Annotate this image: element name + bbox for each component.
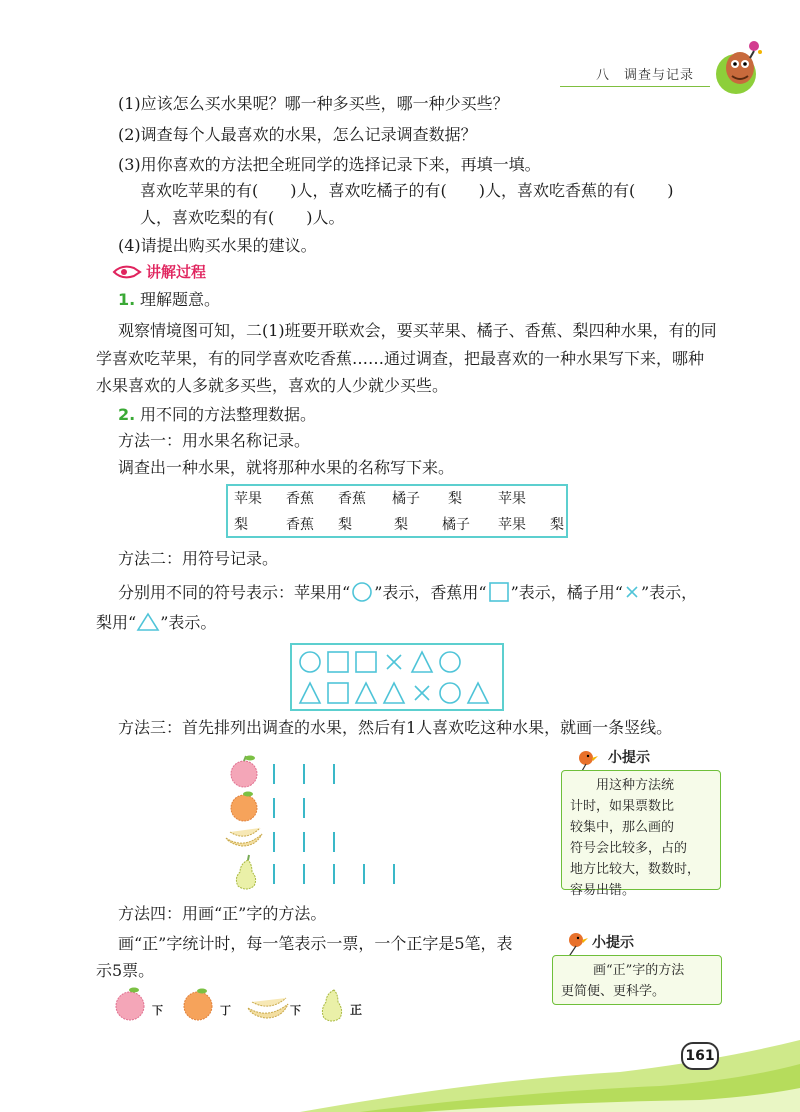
table-cell: 梨 <box>234 517 248 533</box>
orange-icon <box>231 792 257 822</box>
tip-line: 计时，如果票数比 <box>570 799 675 814</box>
mascot-icon <box>712 36 772 98</box>
step-1-para-1: 观察情境图可知，二(1)班要开联欢会，要买苹果、橘子、香蕉、梨四种水果，有的同 <box>118 321 717 340</box>
question-2: (2)调查每个人最喜欢的水果，怎么记录调查数据？ <box>118 125 477 144</box>
method-2-desc-text: 梨用“ <box>96 613 137 632</box>
circle-symbol-icon <box>440 652 460 672</box>
triangle-symbol-icon <box>300 683 320 703</box>
pointer-icon <box>112 264 142 280</box>
tally-char: 下 <box>290 1004 301 1017</box>
table-cell: 苹果 <box>498 517 526 533</box>
tip-line: 较集中，那么画的 <box>570 820 675 835</box>
method-4-desc-1: 画“正”字统计时，每一笔表示一票，一个正字是5笔，表 <box>118 934 513 953</box>
step-1-title: 理解题意。 <box>140 290 221 309</box>
step-1-para-3: 水果喜欢的人多就多买些，喜欢的人少就少买些。 <box>96 376 449 395</box>
tip-box-2 <box>552 955 722 1005</box>
step-1-para-2: 学喜欢吃苹果，有的同学喜欢吃香蕉……通过调查，把最喜欢的一种水果写下来，哪种 <box>96 349 705 368</box>
triangle-symbol-icon <box>384 683 404 703</box>
table-cell: 梨 <box>448 491 462 507</box>
tip-box-1 <box>561 770 721 898</box>
tip-line: 符号会比较多，占的 <box>570 841 688 856</box>
tip-line: 容易出错。 <box>570 883 636 898</box>
method-2-title: 方法二：用符号记录。 <box>118 549 279 568</box>
triangle-symbol-icon <box>356 683 376 703</box>
tip-title-1: 小提示 <box>608 750 650 766</box>
step-2-title: 用不同的方法整理数据。 <box>140 405 317 424</box>
table-cell: 梨 <box>550 517 564 533</box>
square-symbol-icon <box>328 683 348 703</box>
tip-line: 用这种方法统 <box>596 778 675 793</box>
method-2-desc-text: 分别用不同的符号表示：苹果用“ <box>118 583 351 602</box>
method-1-title: 方法一：用水果名称记录。 <box>118 431 311 450</box>
apple-icon <box>231 756 257 788</box>
symbol-grid <box>292 645 502 709</box>
circle-symbol-icon <box>350 582 374 602</box>
square-symbol-icon <box>328 652 348 672</box>
method-2-desc-line-2 <box>96 612 216 634</box>
cross-symbol-icon <box>415 686 429 700</box>
pear-icon <box>322 990 341 1021</box>
tally-line-chart <box>222 752 422 892</box>
question-3-fill-1: 喜欢吃苹果的有( )人，喜欢吃橘子的有( )人，喜欢吃香蕉的有( ) <box>140 181 674 200</box>
cross-symbol-icon <box>387 655 401 669</box>
method-2-desc-text: ”表示， <box>640 583 698 602</box>
method-2-desc-text: ”表示，橘子用“ <box>510 583 623 602</box>
circle-symbol-icon <box>300 652 320 672</box>
triangle-symbol-icon <box>468 683 488 703</box>
table-cell: 香蕉 <box>338 491 366 507</box>
method-1-desc: 调查出一种水果，就将那种水果的名称写下来。 <box>118 458 455 477</box>
method-3-title: 方法三：首先排列出调查的水果，然后有1人喜欢吃这种水果，就画一条竖线。 <box>118 718 673 737</box>
square-symbol-icon <box>356 652 376 672</box>
tip-line: 更简便、更科学。 <box>561 984 666 999</box>
banana-icon <box>226 828 262 846</box>
table-cell: 橘子 <box>442 517 470 533</box>
method-2-desc-text: ”表示。 <box>160 613 217 632</box>
step-2-number: 2. <box>118 405 136 424</box>
cross-symbol-icon <box>623 582 641 602</box>
banana-icon <box>248 998 288 1018</box>
question-4: (4)请提出购买水果的建议。 <box>118 236 317 255</box>
orange-icon <box>184 989 212 1021</box>
tally-char: 下 <box>152 1004 163 1017</box>
table-cell: 香蕉 <box>286 517 314 533</box>
step-1-number: 1. <box>118 290 136 309</box>
table-cell: 苹果 <box>498 491 526 507</box>
tally-char: 丁 <box>220 1004 231 1017</box>
method-2-desc-line-1 <box>118 582 800 604</box>
section-title: 讲解过程 <box>146 263 207 281</box>
tip-line: 画“正”字的方法 <box>593 963 685 978</box>
tally-lines <box>274 764 394 884</box>
table-cell: 苹果 <box>234 491 262 507</box>
table-cell: 香蕉 <box>286 491 314 507</box>
triangle-symbol-icon <box>412 652 432 672</box>
method-4-desc-2: 示5票。 <box>96 961 155 980</box>
tip-title-2: 小提示 <box>592 935 634 951</box>
table-cell: 梨 <box>338 517 352 533</box>
triangle-symbol-icon <box>136 612 160 632</box>
fruit-name-table <box>226 484 568 538</box>
apple-icon <box>116 988 144 1021</box>
square-symbol-icon <box>487 582 511 602</box>
question-1: (1)应该怎么买水果呢？哪一种多买些，哪一种少买些？ <box>118 94 509 113</box>
method-2-desc-text: ”表示，香蕉用“ <box>374 583 487 602</box>
question-3-fill-2: 人，喜欢吃梨的有( )人。 <box>140 208 345 227</box>
pear-icon <box>236 855 255 889</box>
tally-char: 正 <box>350 1003 363 1017</box>
header-rule <box>560 86 710 87</box>
bottom-wave-decoration <box>0 1020 800 1112</box>
table-cell: 橘子 <box>392 491 420 507</box>
chapter-header: 八 调查与记录 <box>596 68 695 83</box>
page-number: 161 <box>681 1042 719 1070</box>
question-3: (3)用你喜欢的方法把全班同学的选择记录下来，再填一填。 <box>118 155 541 174</box>
tip-line: 地方比较大，数数时， <box>570 862 701 877</box>
symbol-record-box <box>290 643 504 711</box>
table-cell: 梨 <box>394 517 408 533</box>
method-4-title: 方法四：用画“正”字的方法。 <box>118 904 327 923</box>
circle-symbol-icon <box>440 683 460 703</box>
